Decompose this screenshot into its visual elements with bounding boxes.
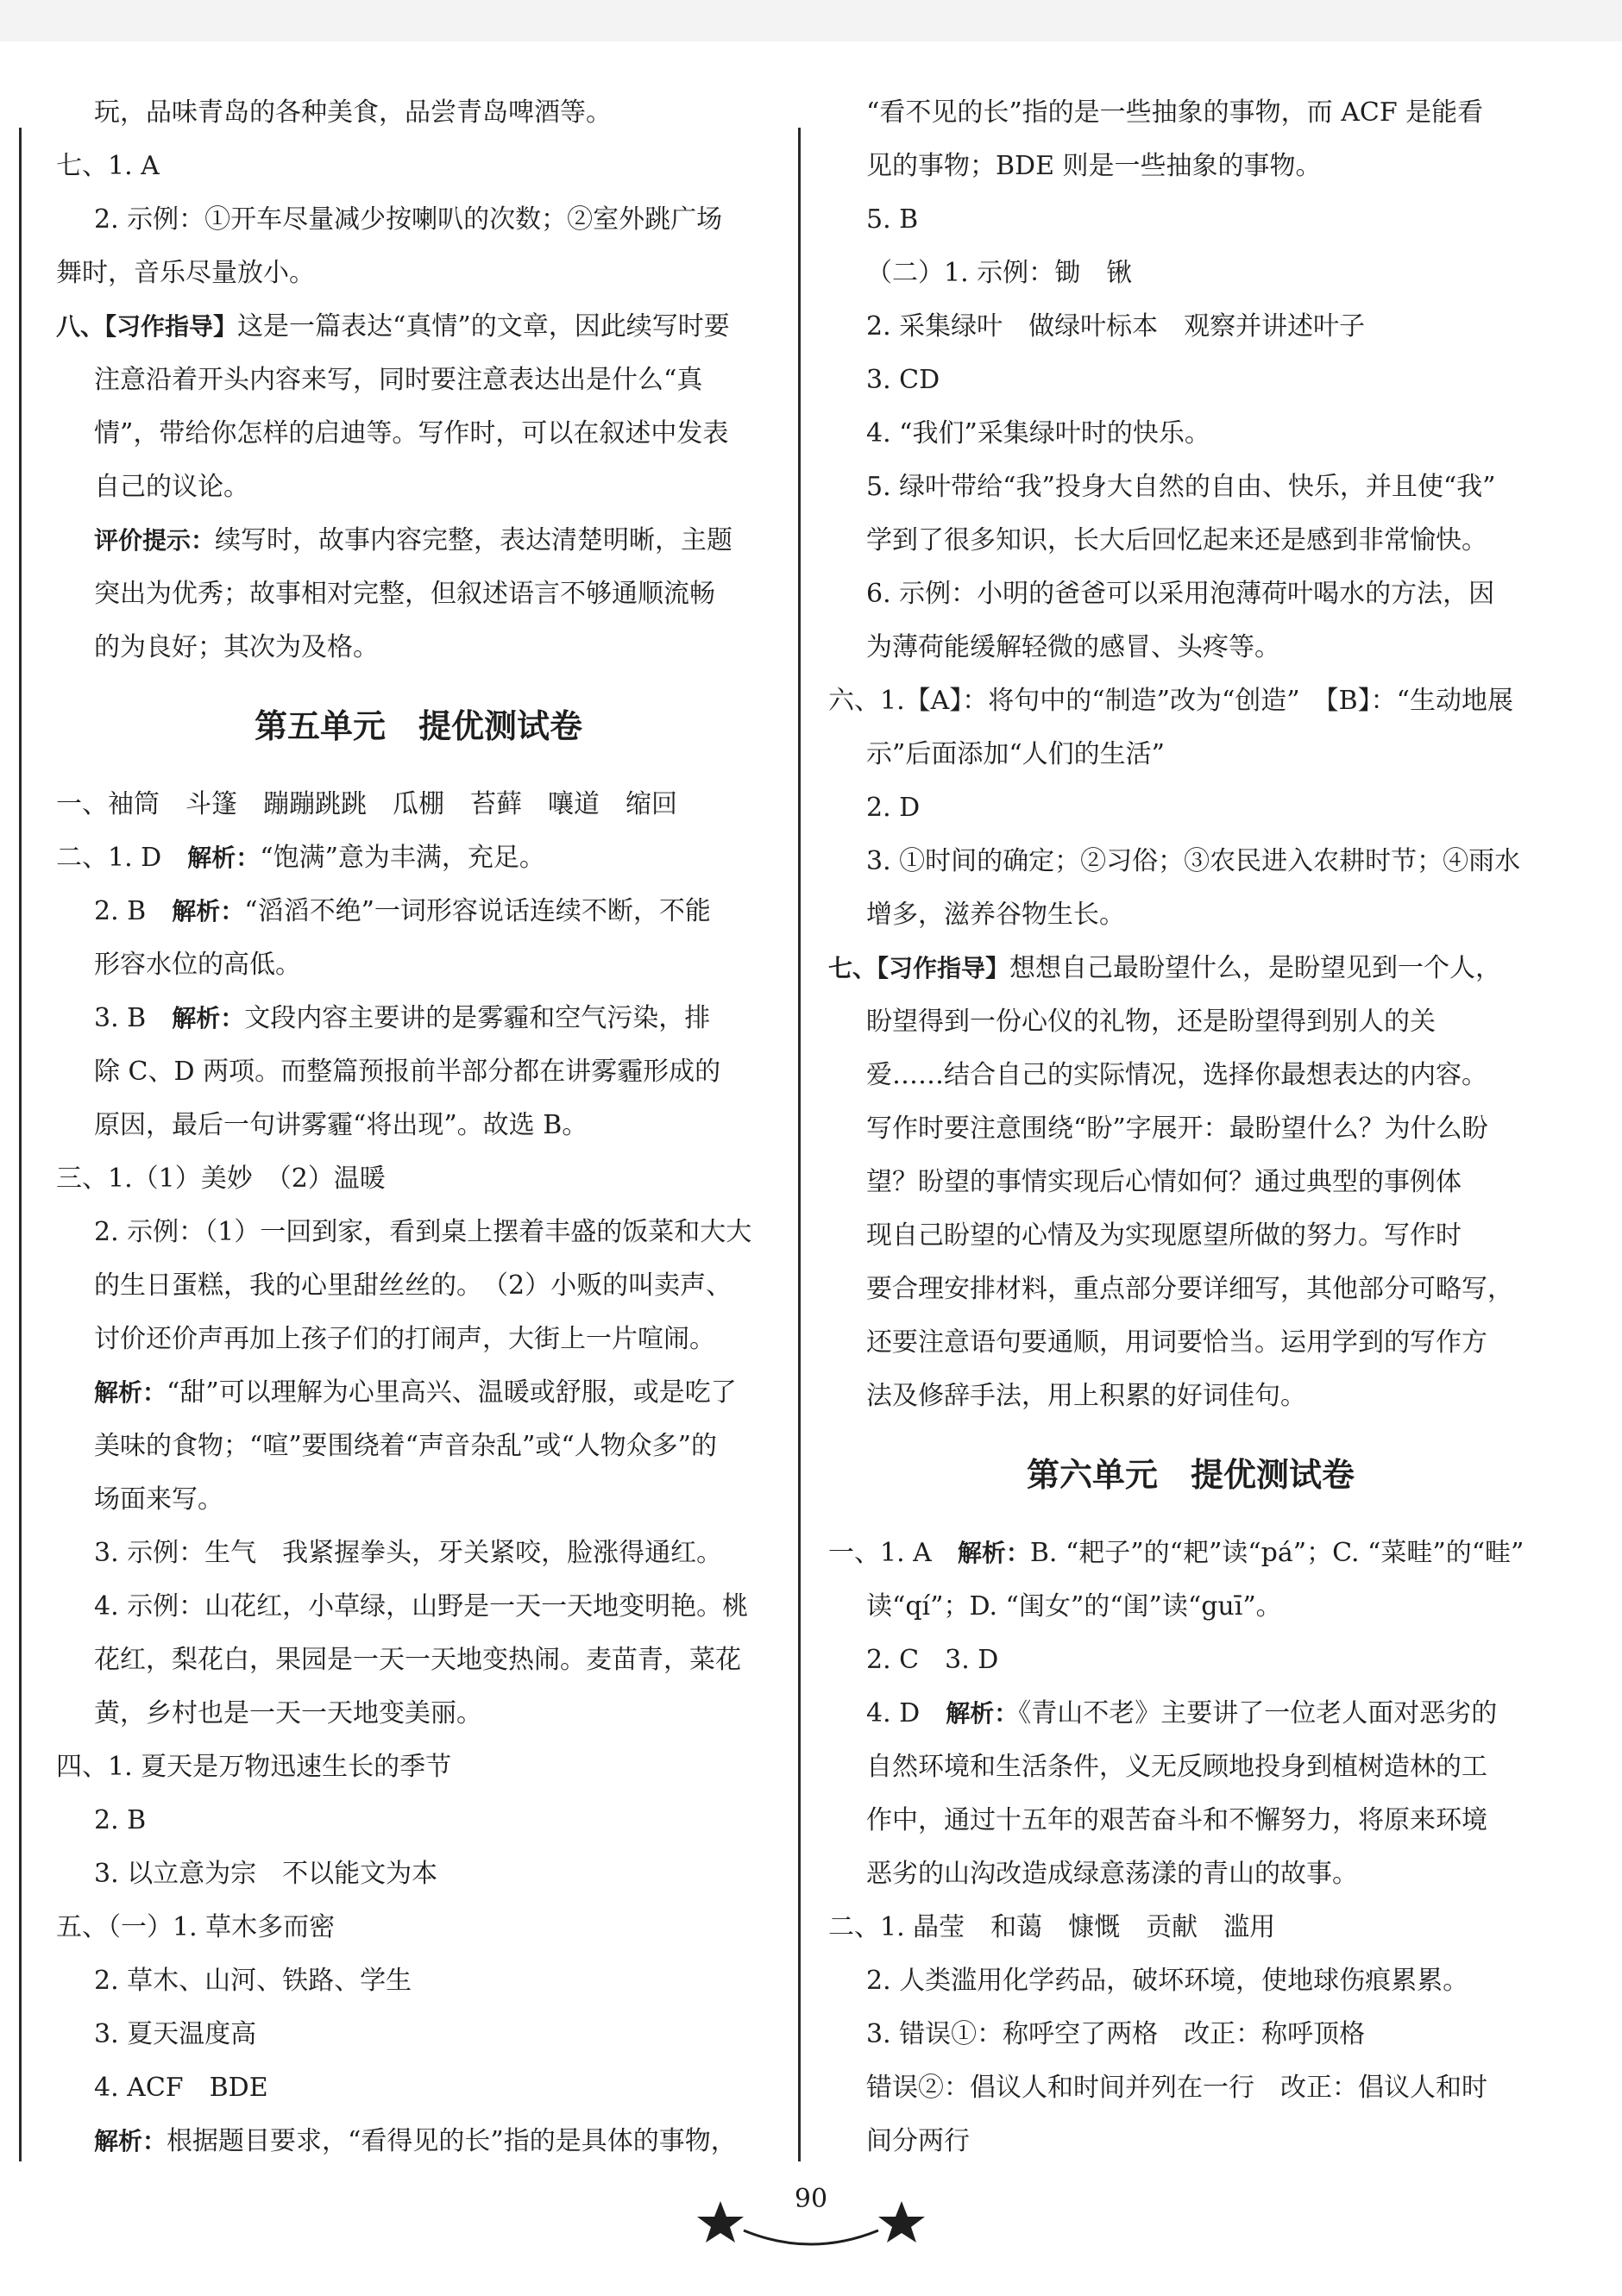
text-line: 自己的议论。: [94, 472, 249, 502]
text-line: 爱……结合自己的实际情况，选择你最想表达的内容。: [866, 1060, 1487, 1090]
answer-line: 4. D 解析：《青山不老》主要讲了一位老人面对恶劣的: [866, 1698, 1498, 1728]
text-line: 见的事物；BDE 则是一些抽象的事物。: [866, 151, 1322, 181]
text-line: 玩，品味青岛的各种美食，品尝青岛啤酒等。: [94, 97, 612, 128]
writing-guide-label: 七、【习作指导】: [828, 954, 1010, 982]
column-divider: [798, 128, 801, 2161]
text-line: 花红，梨花白，果园是一天一天地变热闹。麦苗青，菜花: [94, 1645, 741, 1675]
star-icon: [697, 2201, 744, 2243]
answer-line: 3. 夏天温度高: [94, 2019, 257, 2049]
text-line: 注意沿着开头内容来写，同时要注意表达出是什么“真: [94, 365, 703, 395]
left-margin-rule: [19, 128, 22, 2161]
answer-line: 2. B: [94, 1805, 147, 1835]
right-column: [828, 86, 1553, 2168]
text-line: 自然环境和生活条件，义无反顾地投身到植树造林的工: [866, 1752, 1487, 1782]
text-line: 盼望得到一份心仪的礼物，还是盼望得到别人的关: [866, 1007, 1436, 1037]
page-footer: [0, 2174, 1622, 2260]
answer-line: 3. B 解析：文段内容主要讲的是雾霾和空气污染，排: [94, 1003, 711, 1033]
text-line: 错误②：倡议人和时间并列在一行 改正：倡议人和时: [866, 2073, 1487, 2103]
text-line: 原因，最后一句讲雾霾“将出现”。故选 B。: [94, 1110, 588, 1140]
text-line: 的生日蛋糕，我的心里甜丝丝的。 （2）小贩的叫卖声、: [94, 1270, 732, 1301]
answer-line: 2. B 解析：“滔滔不绝”一词形容说话连续不断，不能: [94, 896, 711, 926]
answer-line: 3. 错误①：称呼空了两格 改正：称呼顶格: [866, 2019, 1366, 2049]
text-line: 为薄荷能缓解轻微的感冒、头疼等。: [866, 632, 1280, 662]
answer-line: 5. B: [866, 204, 919, 235]
answer-line: 五、（一）1. 草木多而密: [56, 1912, 336, 1942]
swoosh-curve: [744, 2230, 878, 2244]
answer-line: 5. 绿叶带给“我”投身大自然的自由、快乐，并且使“我”: [866, 472, 1496, 502]
answer-line: 一、袖筒 斗篷 蹦蹦跳跳 瓜棚 苔藓 嚷道 缩回: [56, 789, 677, 819]
answer-line: 3. CD: [866, 365, 940, 395]
analysis-label: 解析：: [946, 1699, 1019, 1728]
text-line: 讨价还价声再加上孩子们的打闹声，大街上一片喧闹。: [94, 1324, 715, 1354]
writing-guide-label: 八、【习作指导】: [56, 312, 238, 341]
text-line: 间分两行: [866, 2126, 970, 2156]
star-icon: [878, 2201, 925, 2243]
analysis-label: 解析：: [172, 1004, 245, 1032]
answer-line: 3. 以立意为宗 不以能文为本: [94, 1859, 438, 1889]
page-top-strip: [0, 0, 1622, 41]
analysis-label: 解析：: [94, 2127, 167, 2155]
answer-line: 八、【习作指导】这是一篇表达“真情”的文章，因此续写时要: [56, 311, 730, 342]
text-line: 美味的食物；“喧”要围绕着“声音杂乱”或“人物众多”的: [94, 1431, 718, 1461]
answer-line: 4. ACF BDE: [94, 2073, 268, 2103]
text-line: 示”后面添加“人们的生活”: [866, 739, 1166, 769]
analysis-label: 解析：: [172, 897, 245, 925]
answer-line: 一、1. A 解析：B. “耙子”的“耙”读“pá”；C. “菜畦”的“畦”: [828, 1538, 1525, 1568]
answer-line: 二、1. D 解析：“饱满”意为丰满，充足。: [56, 843, 545, 873]
text-line: 学到了很多知识，长大后回忆起来还是感到非常愉快。: [866, 525, 1487, 555]
answer-line: 七、1. A: [56, 151, 160, 181]
text-line: 读“qí”；D. “闺女”的“闺”读“guī”。: [866, 1591, 1282, 1622]
text-line: 增多，滋养谷物生长。: [866, 900, 1125, 930]
text-line: 形容水位的高低。: [94, 950, 301, 980]
answer-line: 七、【习作指导】想想自己最盼望什么，是盼望见到一个人，: [828, 953, 1502, 983]
answer-line: 4. “我们”采集绿叶时的快乐。: [866, 418, 1210, 449]
text-line: 舞时，音乐尽量放小。: [56, 258, 315, 288]
analysis-label: 解析：: [187, 844, 261, 872]
answer-line: 四、1. 夏天是万物迅速生长的季节: [56, 1752, 452, 1782]
section-title: 第五单元 提优测试卷: [254, 706, 582, 745]
text-line: 作中，通过十五年的艰苦奋斗和不懈努力，将原来环境: [866, 1805, 1487, 1835]
left-column: [56, 86, 781, 2168]
text-line: 写作时要注意围绕“盼”字展开：最盼望什么？为什么盼: [866, 1113, 1488, 1144]
text-line: 的为良好；其次为及格。: [94, 632, 379, 662]
analysis-label: 解析：: [957, 1539, 1030, 1567]
text-line: 现自己盼望的心情及为实现愿望所做的努力。写作时: [866, 1220, 1462, 1251]
answer-line: 2. 采集绿叶 做绿叶标本 观察并讲述叶子: [866, 311, 1366, 342]
answer-line: 2. 草木、山河、铁路、学生: [94, 1966, 412, 1996]
analysis-label: 解析：: [94, 1378, 167, 1407]
answer-line: 六、1.【A】：将句中的“制造”改为“创造” 【B】：“生动地展: [828, 686, 1514, 716]
answer-line: （二）1. 示例：锄 锹: [866, 258, 1133, 288]
text-line: 要合理安排材料，重点部分要详细写，其他部分可略写，: [866, 1274, 1513, 1304]
text-line: 还要注意语句要通顺，用词要恰当。运用学到的写作方: [866, 1327, 1487, 1358]
answer-line: 解析：“甜”可以理解为心里高兴、温暖或舒服，或是吃了: [94, 1377, 737, 1408]
text-line: 法及修辞手法，用上积累的好词佳句。: [866, 1381, 1306, 1411]
text-line: 情”，带给你怎样的启迪等。写作时，可以在叙述中发表: [94, 418, 729, 449]
answer-line: 3. 示例：生气 我紧握拳头，牙关紧咬，脸涨得通红。: [94, 1538, 723, 1568]
answer-line: 2. C 3. D: [866, 1645, 999, 1675]
section-title: 第六单元 提优测试卷: [1026, 1455, 1355, 1494]
answer-line: 2. 示例：（1）一回到家，看到桌上摆着丰盛的饭菜和大大: [94, 1217, 752, 1247]
answer-line: 解析：根据题目要求，“看得见的长”指的是具体的事物，: [94, 2126, 737, 2156]
answer-line: 2. D: [866, 793, 921, 823]
text-line: 望？盼望的事情实现后心情如何？通过典型的事例体: [866, 1167, 1462, 1197]
evaluation-label: 评价提示：: [94, 526, 216, 555]
answer-line: 4. 示例：山花红，小草绿，山野是一天一天地变明艳。桃: [94, 1591, 749, 1622]
text-line: 除 C、D 两项。而整篇预报前半部分都在讲雾霾形成的: [94, 1057, 721, 1087]
answer-line: 评价提示：续写时，故事内容完整，表达清楚明晰，主题: [94, 525, 733, 555]
answer-line: 6. 示例：小明的爸爸可以采用泡薄荷叶喝水的方法，因: [866, 579, 1495, 609]
answer-line: 二、1. 晶莹 和蔼 慷慨 贡献 滥用: [828, 1912, 1276, 1942]
text-line: “看不见的长”指的是一些抽象的事物，而 ACF 是能看: [866, 97, 1484, 128]
text-line: 场面来写。: [94, 1484, 223, 1515]
answer-line: 2. 示例：①开车尽量减少按喇叭的次数；②室外跳广场: [94, 204, 723, 235]
text-line: 恶劣的山沟改造成绿意荡漾的青山的故事。: [866, 1859, 1358, 1889]
text-line: 黄，乡村也是一天一天地变美丽。: [94, 1698, 482, 1728]
text-line: 突出为优秀；故事相对完整，但叙述语言不够通顺流畅: [94, 579, 715, 609]
page-number: 90: [794, 2184, 828, 2214]
answer-line: 3. ①时间的确定；②习俗；③农民进入农耕时节；④雨水: [866, 846, 1521, 876]
answer-line: 三、1.（1）美妙 （2）温暖: [56, 1164, 386, 1194]
answer-line: 2. 人类滥用化学药品，破坏环境，使地球伤痕累累。: [866, 1966, 1469, 1996]
